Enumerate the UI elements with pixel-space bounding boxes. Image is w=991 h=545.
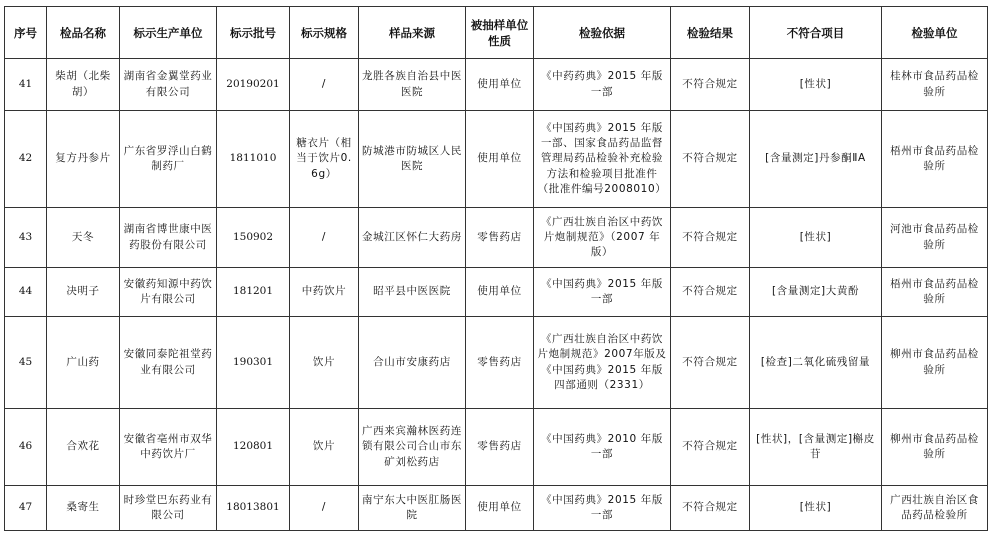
cell-product-name: 决明子 [47, 268, 120, 317]
cell-seq: 47 [5, 486, 47, 531]
cell-sample-source: 南宁东大中医肛肠医院 [359, 486, 466, 531]
cell-sample-source: 合山市安康药店 [359, 317, 466, 409]
cell-spec: 饮片 [290, 409, 359, 486]
cell-inspection-unit: 柳州市食品药品检验所 [882, 317, 988, 409]
cell-seq: 42 [5, 111, 47, 208]
cell-result: 不符合规定 [671, 208, 750, 268]
cell-product-name: 桑寄生 [47, 486, 120, 531]
cell-inspection-unit: 桂林市食品药品检验所 [882, 59, 988, 111]
cell-manufacturer: 广东省罗浮山白鹤制药厂 [120, 111, 217, 208]
cell-spec: 中药饮片 [290, 268, 359, 317]
table-row [5, 59, 988, 111]
cell-result: 不符合规定 [671, 317, 750, 409]
cell-product-name: 天冬 [47, 208, 120, 268]
cell-batch: 150902 [217, 208, 290, 268]
cell-batch: 18013801 [217, 486, 290, 531]
cell-result: 不符合规定 [671, 111, 750, 208]
cell-batch: 120801 [217, 409, 290, 486]
cell-result: 不符合规定 [671, 59, 750, 111]
header-inspection-unit: 检验单位 [882, 7, 988, 59]
cell-spec: / [290, 486, 359, 531]
cell-inspection-unit: 梧州市食品药品检验所 [882, 268, 988, 317]
cell-spec: / [290, 208, 359, 268]
cell-sampled-unit-type: 使用单位 [466, 486, 534, 531]
cell-sample-source: 昭平县中医医院 [359, 268, 466, 317]
cell-seq: 44 [5, 268, 47, 317]
cell-nonconforming: [含量测定]丹参酮ⅡA [750, 111, 882, 208]
cell-inspection-unit: 柳州市食品药品检验所 [882, 409, 988, 486]
cell-manufacturer: 安徽省亳州市双华中药饮片厂 [120, 409, 217, 486]
table-row [5, 317, 988, 409]
cell-seq: 41 [5, 59, 47, 111]
cell-nonconforming: [含量测定]大黄酚 [750, 268, 882, 317]
header-sample-source: 样品来源 [359, 7, 466, 59]
header-product-name: 检品名称 [47, 7, 120, 59]
header-nonconforming: 不符合项目 [750, 7, 882, 59]
header-basis: 检验依据 [534, 7, 671, 59]
cell-batch: 181201 [217, 268, 290, 317]
header-spec: 标示规格 [290, 7, 359, 59]
table-row [5, 111, 988, 208]
cell-nonconforming: [性状] [750, 208, 882, 268]
cell-sampled-unit-type: 使用单位 [466, 268, 534, 317]
cell-batch: 20190201 [217, 59, 290, 111]
cell-sample-source: 金城江区怀仁大药房 [359, 208, 466, 268]
cell-product-name: 柴胡（北柴胡） [47, 59, 120, 111]
cell-spec: 饮片 [290, 317, 359, 409]
header-sampled-unit-type: 被抽样单位性质 [466, 7, 534, 59]
cell-nonconforming: [性状]，[含量测定]槲皮苷 [750, 409, 882, 486]
cell-manufacturer: 湖南省金翼堂药业有限公司 [120, 59, 217, 111]
cell-basis: 《中国药典》2015 年版一部 [534, 268, 671, 317]
table-row [5, 208, 988, 268]
cell-basis: 《广西壮族自治区中药饮片炮制规范》2007年版及《中国药典》2015 年版四部通则（2331） [534, 317, 671, 409]
cell-sampled-unit-type: 使用单位 [466, 59, 534, 111]
header-result: 检验结果 [671, 7, 750, 59]
cell-basis: 《中国药典》2010 年版一部 [534, 409, 671, 486]
cell-sampled-unit-type: 零售药店 [466, 317, 534, 409]
cell-spec: / [290, 59, 359, 111]
cell-manufacturer: 安徽药知源中药饮片有限公司 [120, 268, 217, 317]
cell-inspection-unit: 广西壮族自治区食品药品检验所 [882, 486, 988, 531]
cell-basis: 《中国药典》2015 年版一部、国家食品药品监督管理局药品检验补充检验方法和检验项目批准件（批准件编号2008010） [534, 111, 671, 208]
header-seq: 序号 [5, 7, 47, 59]
header-batch: 标示批号 [217, 7, 290, 59]
cell-nonconforming: [性状] [750, 486, 882, 531]
cell-seq: 43 [5, 208, 47, 268]
cell-inspection-unit: 梧州市食品药品检验所 [882, 111, 988, 208]
table-row [5, 409, 988, 486]
cell-sampled-unit-type: 零售药店 [466, 208, 534, 268]
cell-manufacturer: 湖南省博世康中医药股份有限公司 [120, 208, 217, 268]
cell-product-name: 广山药 [47, 317, 120, 409]
cell-result: 不符合规定 [671, 268, 750, 317]
cell-product-name: 合欢花 [47, 409, 120, 486]
cell-inspection-unit: 河池市食品药品检验所 [882, 208, 988, 268]
cell-sample-source: 防城港市防城区人民医院 [359, 111, 466, 208]
cell-spec: 糖衣片（相当于饮片0.6g） [290, 111, 359, 208]
cell-result: 不符合规定 [671, 409, 750, 486]
cell-sample-source: 广西来宾瀚林医药连锁有限公司合山市东矿刘松药店 [359, 409, 466, 486]
cell-nonconforming: [性状] [750, 59, 882, 111]
cell-basis: 《广西壮族自治区中药饮片炮制规范》（2007 年版） [534, 208, 671, 268]
cell-basis: 《中国药典》2015 年版一部 [534, 486, 671, 531]
cell-nonconforming: [检查]二氧化硫残留量 [750, 317, 882, 409]
cell-result: 不符合规定 [671, 486, 750, 531]
cell-seq: 45 [5, 317, 47, 409]
inspection-results-table [4, 6, 988, 531]
header-row [5, 7, 988, 59]
table-row [5, 268, 988, 317]
cell-seq: 46 [5, 409, 47, 486]
cell-sampled-unit-type: 零售药店 [466, 409, 534, 486]
cell-sample-source: 龙胜各族自治县中医医院 [359, 59, 466, 111]
cell-batch: 190301 [217, 317, 290, 409]
cell-product-name: 复方丹参片 [47, 111, 120, 208]
cell-batch: 1811010 [217, 111, 290, 208]
header-manufacturer: 标示生产单位 [120, 7, 217, 59]
cell-manufacturer: 时珍堂巴东药业有限公司 [120, 486, 217, 531]
cell-basis: 《中药药典》2015 年版一部 [534, 59, 671, 111]
table-row [5, 486, 988, 531]
cell-sampled-unit-type: 使用单位 [466, 111, 534, 208]
cell-manufacturer: 安徽同泰陀祖堂药业有限公司 [120, 317, 217, 409]
